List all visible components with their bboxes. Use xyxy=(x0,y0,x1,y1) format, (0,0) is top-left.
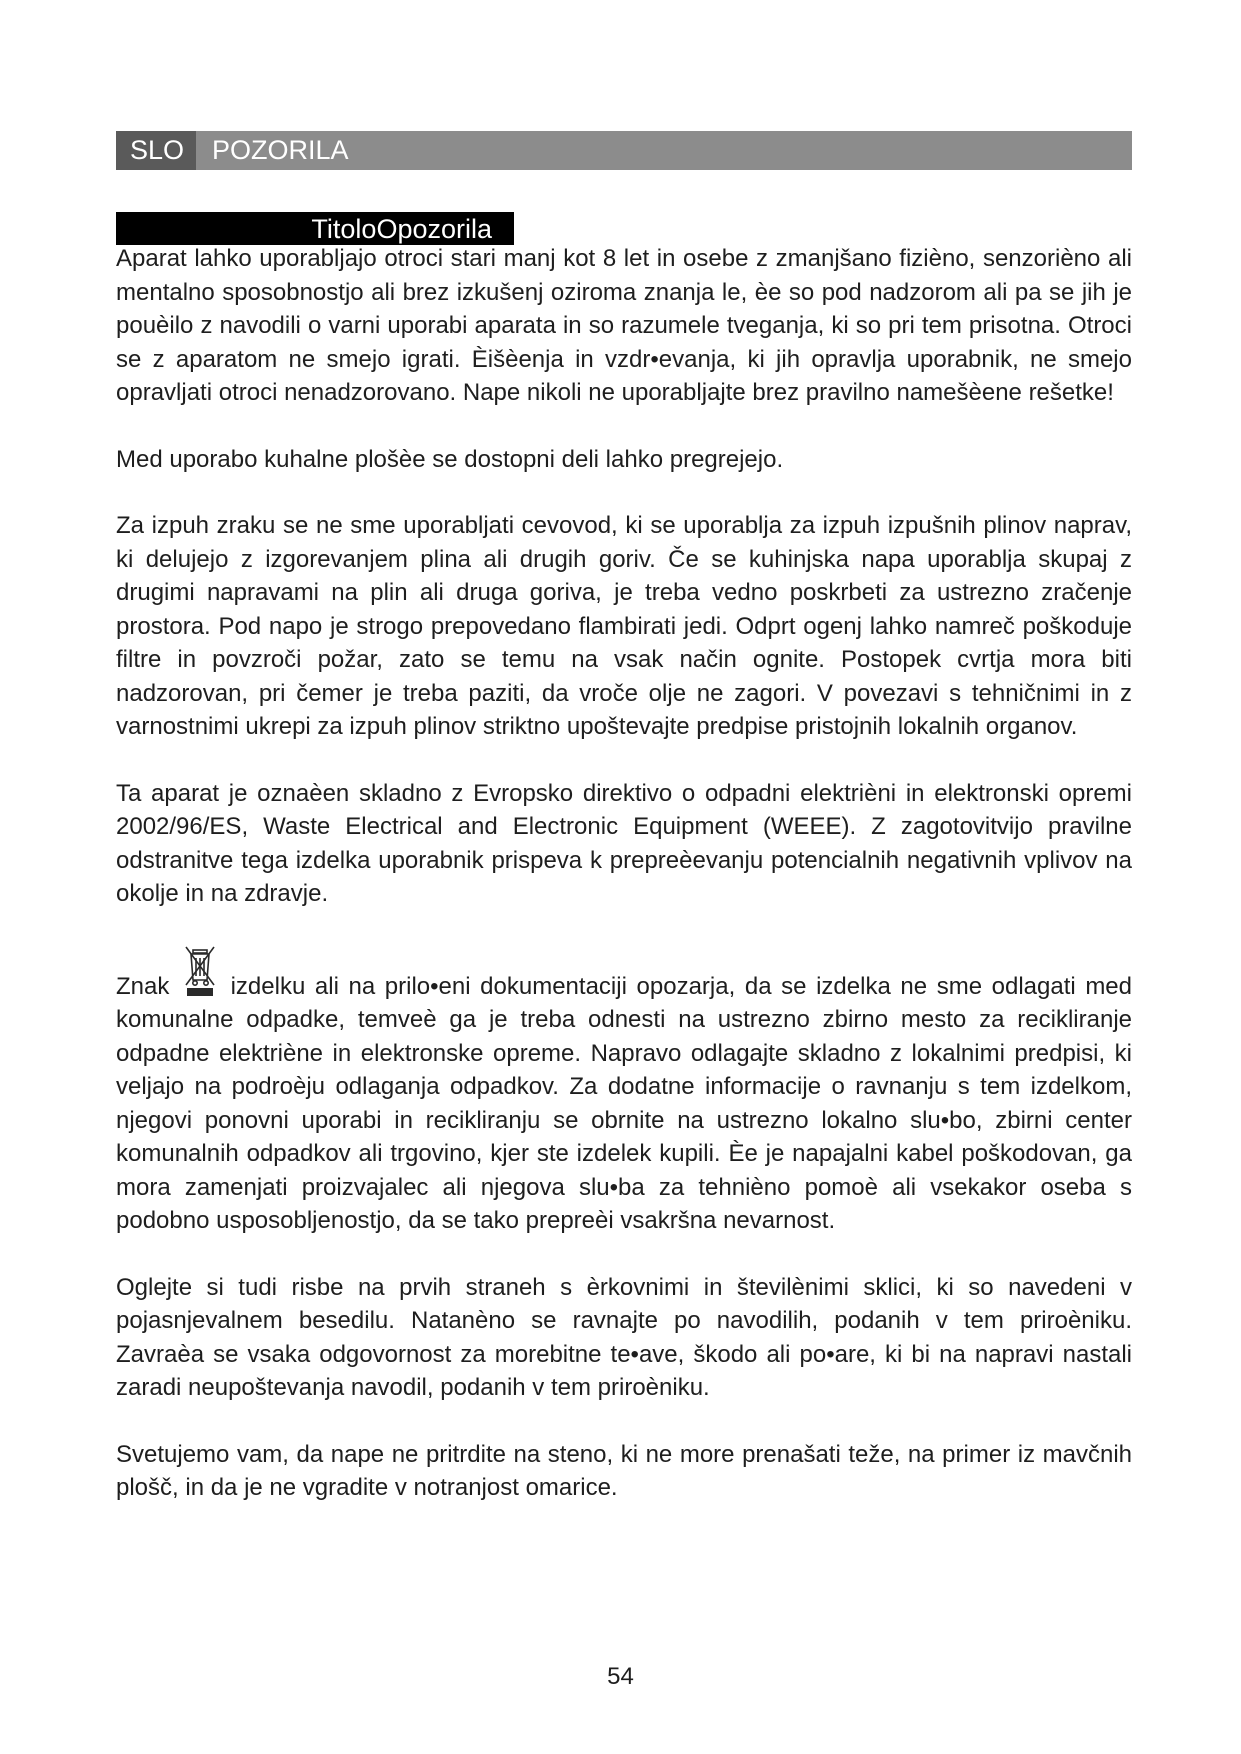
title-tag xyxy=(116,212,514,245)
paragraph-mounting-advice: Svetujemo vam, da nape ne pritrdite na steno, ki ne more prenašati teže, na primer iz mavčnih plošč, in da je ne vgradite v notranjost omarice. xyxy=(116,1440,1132,1501)
body-text xyxy=(116,242,1132,1538)
crossed-out-wheelie-bin-icon xyxy=(183,944,217,998)
paragraph-exhaust-ventilation: Za izpuh zraku se ne sme uporabljati cevovod, ki se uporablja za izpuh izpušnih plinov naprav, ki delujejo z izgorevanjem plina ali drugih goriv. Če se kuhinjska napa uporablja skupaj z drugimi napravami na plin ali druga goriva, je treba vedno poskrbeti za ustrezno zračenje prostora. Pod napo je strogo prepovedano flambirati jedi. Odprt ogenj lahko namreč poškoduje filtre in povzroči požar, zato se temu na vsak način ognite. Postopek cvrtja mora biti nadzorovan, pri čemer je treba paziti, da vroče olje ne zagori. V povezavi s tehničnimi in z varnostnimi ukrepi za izpuh plinov striktno upoštevajte predpise pristojnih lokalnih organov. xyxy=(116,512,1132,740)
section-title: POZORILA xyxy=(212,135,349,165)
paragraph-disposal-symbol xyxy=(116,944,1132,1238)
section-header-bar xyxy=(116,131,1132,170)
paragraph-children-safety: Aparat lahko uporabljajo otroci stari manj kot 8 let in osebe z zmanjšano fizièno, senzorièno ali mentalno sposobnostjo ali brez izkušenj oziroma znanja le, èe so pod nadzorom ali pa se jih je pouèilo z navodili o varni uporabi aparata in so razumele tveganja, ki so pri tem prisotna. Otroci se z aparatom ne smejo igrati. Èišèenja in vzdr•evanja, ki jih opravlja uporabnik, ne smejo opravljati otroci nenadzorovano. Nape nikoli ne uporabljajte brez pravilno namešèene rešetke! xyxy=(116,245,1132,406)
paragraph-references: Oglejte si tudi risbe na prvih straneh s èrkovnimi in številènimi sklici, ki so navedeni v pojasnjevalnem besedilu. Natanèno se ravnajte po navodilih, podanih v tem priroèniku. Zavraèa se vsaka odgovornost za morebitne te•ave, škodo ali po•are, ki bi na napravi nastali zaradi neupoštevanja navodil, podanih v tem priroèniku. xyxy=(116,1273,1132,1401)
disposal-symbol-text: izdelku ali na prilo•eni dokumentaciji opozarja, da se izdelka ne sme odlagati med komunalne odpadke, temveè ga je treba odnesti na ustrezno zbirno mesto za recikliranje odpadne elektriène in elektronske opreme. Napravo odlagajte skladno z lokalnimi predpisi, ki veljajo na podroèju odlaganja odpadkov. Za dodatne informacije o ravnanju s tem izdelkom, njegovi ponovni uporabi in recikliranju se obrnite na ustrezno lokalno slu•bo, zbirni center komunalnih odpadkov ali trgovino, kjer ste izdelek kupili. Èe je napajalni kabel poškodovan, ga mora zamenjati proizvajalec ali njegova slu•ba za tehnièno pomoè ali vsekakor oseba s podobno usposobljenostjo, da se tako prepreèi vsakršna nevarnost. xyxy=(116,972,1133,1234)
disposal-symbol-lead: Znak xyxy=(116,972,170,1000)
paragraph-weee-directive: Ta aparat je oznaèen skladno z Evropsko direktivo o odpadni elektrièni in elektronski opremi 2002/96/ES, Waste Electrical and Electronic Equipment (WEEE). Z zagotovitvijo pravilne odstranitve tega izdelka uporabnik prispeva k prepreèevanju potencialnih negativnih vplivov na okolje in na zdravje. xyxy=(116,779,1132,907)
title-tag-text: TitoloOpozorila xyxy=(311,214,492,244)
page-number: 54 xyxy=(607,1663,634,1690)
language-label: SLO xyxy=(116,131,196,170)
paragraph-hot-parts: Med uporabo kuhalne plošèe se dostopni deli lahko pregrejejo. xyxy=(116,445,784,473)
